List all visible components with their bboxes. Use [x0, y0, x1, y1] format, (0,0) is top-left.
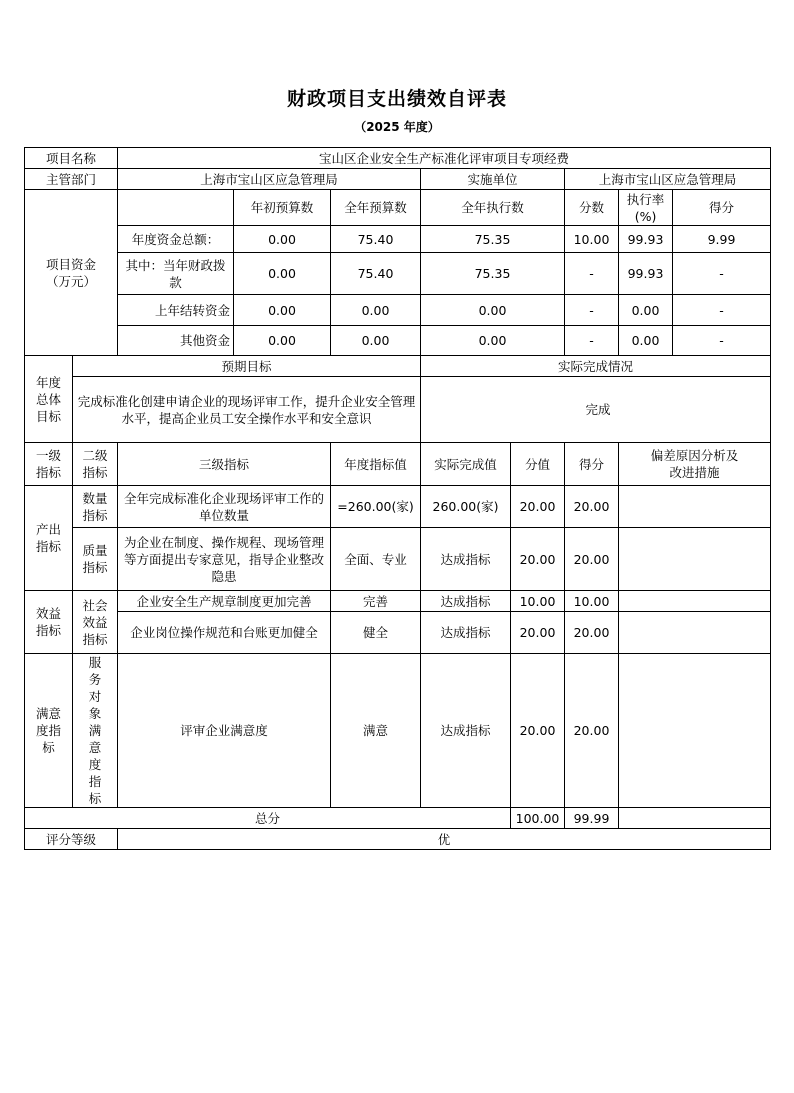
funds-header-blank [118, 190, 234, 226]
total-score: 99.99 [565, 808, 619, 829]
funds-cell: 99.93 [619, 253, 673, 295]
funds-row-label: 其中：当年财政拨款 [118, 253, 234, 295]
indicator-row [25, 528, 771, 591]
funds-cell: - [565, 326, 619, 356]
indicator-row [25, 486, 771, 528]
project-name-value: 宝山区企业安全生产标准化评审项目专项经费 [118, 148, 771, 169]
funds-row-label: 年度资金总额： [118, 226, 234, 253]
level1-cell: 满意度指标 [25, 654, 73, 808]
indicator-row [25, 612, 771, 654]
indicator-row [25, 591, 771, 612]
score-cell: 20.00 [565, 528, 619, 591]
total-row [25, 808, 771, 829]
level1-cell: 产出指标 [25, 486, 73, 591]
indicator-header-cell: 得分 [565, 443, 619, 486]
level2-cell: 服务对象满意度指标 [73, 654, 118, 808]
indicator-header-row [25, 443, 771, 486]
indicator-header-cell: 二级指标 [73, 443, 118, 486]
actual-cell: 260.00(家) [421, 486, 511, 528]
funds-cell: - [673, 295, 771, 326]
funds-header-row [25, 190, 771, 226]
total-note [619, 808, 771, 829]
target-cell: 满意 [331, 654, 421, 808]
funds-row-label: 上年结转资金 [118, 295, 234, 326]
score-cell: 20.00 [565, 486, 619, 528]
funds-row [25, 226, 771, 253]
funds-label: 项目资金（万元） [25, 190, 118, 356]
goals-header-row [25, 356, 771, 377]
funds-cell: 0.00 [234, 326, 331, 356]
indicator-row [25, 654, 771, 808]
note-cell [619, 654, 771, 808]
goals-label: 年度总体目标 [25, 356, 73, 443]
funds-header-cell: 执行率(%) [619, 190, 673, 226]
funds-header-cell: 年初预算数 [234, 190, 331, 226]
funds-cell: 0.00 [331, 326, 421, 356]
level3-cell: 企业安全生产规章制度更加完善 [118, 591, 331, 612]
level2-cell: 社会效益指标 [73, 591, 118, 654]
funds-cell: 0.00 [421, 326, 565, 356]
funds-cell: 0.00 [619, 295, 673, 326]
actual-goal-text: 完成 [421, 377, 771, 443]
level3-cell: 评审企业满意度 [118, 654, 331, 808]
indicator-header-cell: 实际完成值 [421, 443, 511, 486]
project-name-label: 项目名称 [25, 148, 118, 169]
target-cell: 健全 [331, 612, 421, 654]
funds-cell: 75.35 [421, 226, 565, 253]
grade-label: 评分等级 [25, 829, 118, 850]
funds-cell: - [673, 253, 771, 295]
funds-cell: 99.93 [619, 226, 673, 253]
funds-cell: 10.00 [565, 226, 619, 253]
funds-cell: - [565, 253, 619, 295]
funds-header-cell: 全年预算数 [331, 190, 421, 226]
note-cell [619, 486, 771, 528]
funds-cell: 0.00 [234, 253, 331, 295]
funds-row [25, 295, 771, 326]
grade-value: 优 [118, 829, 771, 850]
funds-cell: 0.00 [421, 295, 565, 326]
note-cell [619, 612, 771, 654]
dept-value: 上海市宝山区应急管理局 [118, 169, 421, 190]
expected-goal-label: 预期目标 [73, 356, 421, 377]
weight-cell: 10.00 [511, 591, 565, 612]
actual-cell: 达成指标 [421, 591, 511, 612]
score-cell: 20.00 [565, 612, 619, 654]
weight-cell: 20.00 [511, 486, 565, 528]
level1-cell: 效益指标 [25, 591, 73, 654]
target-cell: 完善 [331, 591, 421, 612]
funds-cell: - [565, 295, 619, 326]
total-weight: 100.00 [511, 808, 565, 829]
actual-cell: 达成指标 [421, 612, 511, 654]
target-cell: 全面、专业 [331, 528, 421, 591]
score-cell: 10.00 [565, 591, 619, 612]
page-title: 财政项目支出绩效自评表 [286, 88, 507, 110]
funds-header-cell: 全年执行数 [421, 190, 565, 226]
actual-cell: 达成指标 [421, 654, 511, 808]
level3-cell: 为企业在制度、操作规程、现场管理等方面提出专家意见，指导企业整改隐患 [118, 528, 331, 591]
funds-header-cell: 得分 [673, 190, 771, 226]
note-cell [619, 528, 771, 591]
dept-label: 主管部门 [25, 169, 118, 190]
target-cell: =260.00(家) [331, 486, 421, 528]
level2-cell: 数量指标 [73, 486, 118, 528]
funds-cell: 75.35 [421, 253, 565, 295]
actual-goal-label: 实际完成情况 [421, 356, 771, 377]
grade-row [25, 829, 771, 850]
level2-cell: 质量指标 [73, 528, 118, 591]
indicator-header-cell: 分值 [511, 443, 565, 486]
funds-row-label: 其他资金 [118, 326, 234, 356]
indicator-header-cell: 三级指标 [118, 443, 331, 486]
note-cell [619, 591, 771, 612]
impl-value: 上海市宝山区应急管理局 [565, 169, 771, 190]
funds-cell: 0.00 [234, 226, 331, 253]
weight-cell: 20.00 [511, 654, 565, 808]
funds-cell: 75.40 [331, 253, 421, 295]
project-name-row [25, 148, 771, 169]
funds-row [25, 253, 771, 295]
expected-goal-text: 完成标准化创建申请企业的现场评审工作，提升企业安全管理水平，提高企业员工安全操作水平和安全意识 [73, 377, 421, 443]
funds-cell: 75.40 [331, 226, 421, 253]
funds-row [25, 326, 771, 356]
indicator-header-cell: 年度指标值 [331, 443, 421, 486]
weight-cell: 20.00 [511, 612, 565, 654]
indicator-header-cell: 一级指标 [25, 443, 73, 486]
department-row [25, 169, 771, 190]
actual-cell: 达成指标 [421, 528, 511, 591]
funds-cell: - [673, 326, 771, 356]
funds-cell: 0.00 [619, 326, 673, 356]
level3-cell: 全年完成标准化企业现场评审工作的单位数量 [118, 486, 331, 528]
indicator-header-cell: 偏差原因分析及改进措施 [619, 443, 771, 486]
goals-content-row [25, 377, 771, 443]
evaluation-table [24, 147, 771, 850]
total-label: 总分 [25, 808, 511, 829]
funds-cell: 0.00 [234, 295, 331, 326]
page-subtitle: （2025 年度） [354, 120, 440, 134]
impl-label: 实施单位 [421, 169, 565, 190]
level3-cell: 企业岗位操作规范和台账更加健全 [118, 612, 331, 654]
score-cell: 20.00 [565, 654, 619, 808]
funds-cell: 0.00 [331, 295, 421, 326]
weight-cell: 20.00 [511, 528, 565, 591]
funds-cell: 9.99 [673, 226, 771, 253]
funds-header-cell: 分数 [565, 190, 619, 226]
